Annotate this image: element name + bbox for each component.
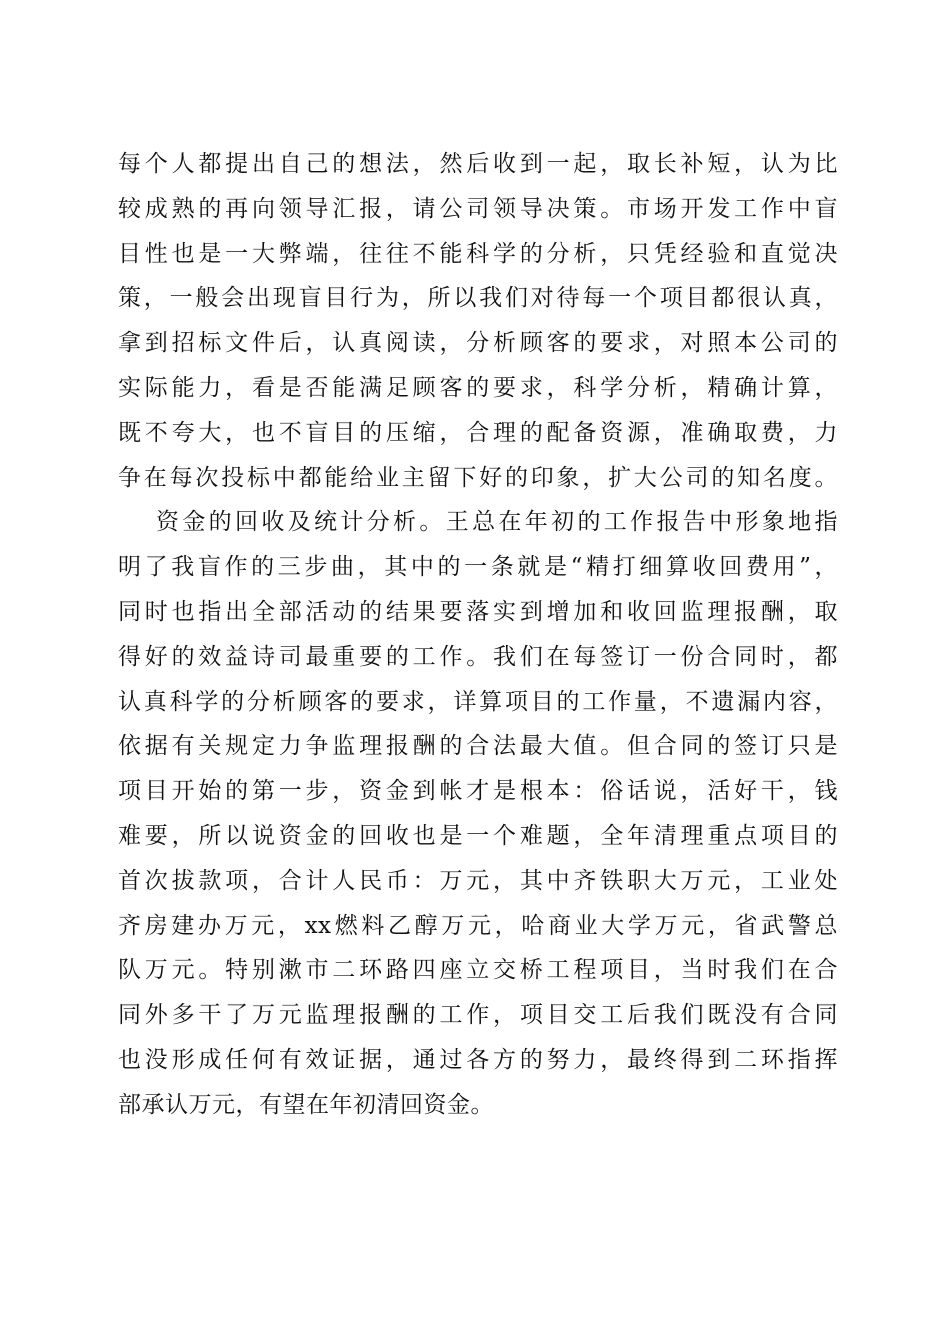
text-line: 难要，所以说资金的回收也是一个难题，全年清理重点项目的 (118, 822, 838, 849)
text-line: 实际能力，看是否能满足顾客的要求，科学分析，精确计算， (118, 374, 838, 401)
text-line: 目性也是一大弊端，往往不能科学的分析，只凭经验和直觉决 (118, 240, 838, 267)
text-line: 每个人都提出自己的想法，然后收到一起，取长补短，认为比 (118, 151, 838, 177)
text-line: 既不夸大，也不盲目的压缩，合理的配备资源，准确取费，力 (118, 419, 838, 446)
text-line: 认真科学的分析顾客的要求，详算项目的工作量，不遗漏内容， (118, 688, 838, 715)
body-text (118, 142, 838, 1128)
text-line: 较成熟的再向领导汇报，请公司领导决策。市场开发工作中盲 (118, 195, 838, 222)
text-line: 首次拔款项，合计人民币：万元，其中齐铁职大万元，工业处 (118, 867, 838, 894)
text-line: 队万元。特别漱市二环路四座立交桥工程项目，当时我们在合 (118, 957, 838, 984)
text-line: 项目开始的第一步，资金到帐才是根本：俗话说，活好干，钱 (118, 778, 838, 805)
text-line: 得好的效益诗司最重要的工作。我们在每签订一份合同时，都 (118, 643, 838, 670)
paragraph-end-line: 部承认万元，有望在年初清回资金。 (118, 1091, 494, 1118)
text-line: 齐房建办万元，xx燃料乙醇万元，哈商业大学万元，省武警总 (118, 912, 838, 939)
text-line: 依据有关规定力争监理报酬的合法最大值。但合同的签订只是 (118, 733, 838, 760)
paragraph-start-line: 资金的回收及统计分析。王总在年初的工作报告中形象地指 (156, 509, 838, 536)
text-line: 也没形成任何有效证据，通过各方的努力，最终得到二环指挥 (118, 1046, 838, 1073)
text-line: 同外多干了万元监理报酬的工作，项目交工后我们既没有合同 (118, 1002, 838, 1029)
text-line: 争在每次投标中都能给业主留下好的印象，扩大公司的知名度。 (118, 464, 838, 491)
text-line: 拿到招标文件后，认真阅读，分析顾客的要求，对照本公司的 (118, 330, 838, 357)
text-line: 策，一般会出现盲目行为，所以我们对待每一个项目都很认真， (118, 285, 838, 312)
text-line: 明了我盲作的三步曲，其中的一条就是“精打细算收回费用”， (118, 554, 838, 581)
text-line: 同时也指出全部活动的结果要落实到增加和收回监理报酬，取 (118, 598, 838, 625)
